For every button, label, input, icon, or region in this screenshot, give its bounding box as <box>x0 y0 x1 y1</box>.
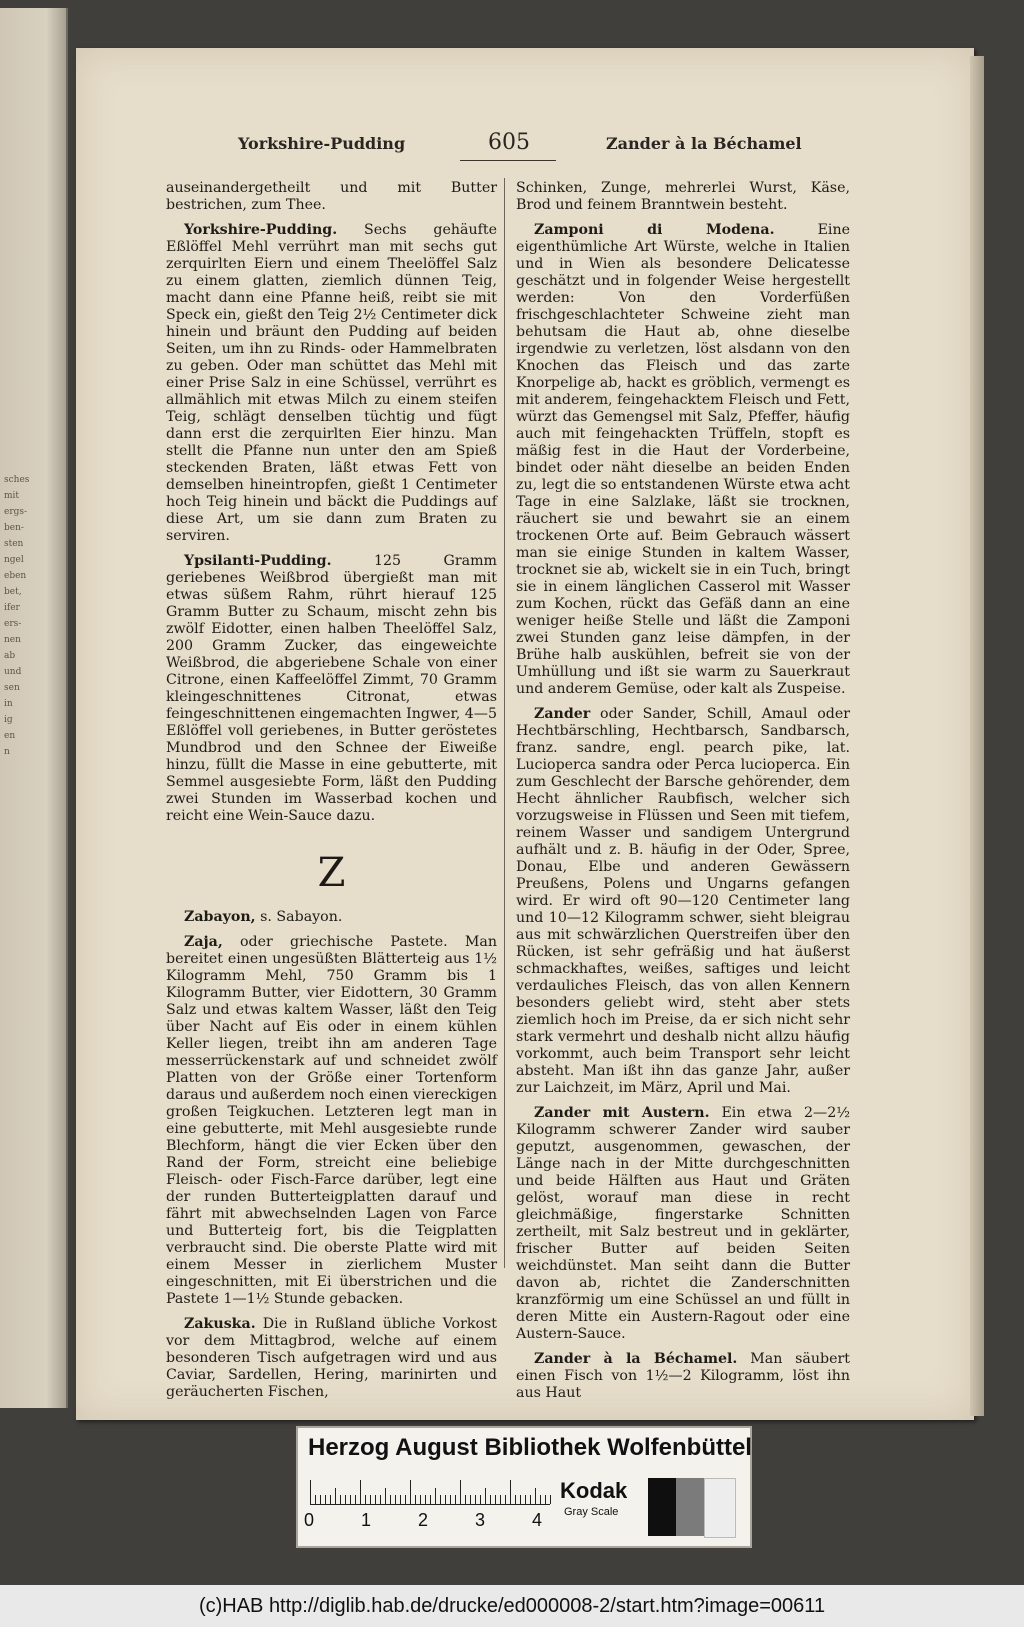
left-page-fragment: ben- <box>4 523 24 533</box>
ruler-tick <box>435 1488 436 1504</box>
ruler-number: 1 <box>361 1510 372 1530</box>
ruler-tick <box>530 1495 531 1504</box>
ruler-tick <box>410 1480 411 1504</box>
ruler-tick <box>430 1495 431 1504</box>
credit-footer: (c)HAB http://diglib.hab.de/drucke/ed000008-2/start.htm?image=00611 <box>0 1585 1024 1627</box>
left-page-fragment: sches <box>4 475 30 485</box>
ruler-tick <box>480 1495 481 1504</box>
running-head-left: Yorkshire-Pudding <box>238 134 406 153</box>
ruler-tick <box>460 1480 461 1504</box>
ruler-tick <box>325 1495 326 1504</box>
gray-swatch-mid <box>676 1478 704 1536</box>
ruler-tick <box>535 1488 536 1504</box>
library-name: Herzog August Bibliothek Wolfenbüttel <box>308 1434 752 1461</box>
left-page-fragment: in <box>4 699 13 709</box>
ruler-tick <box>470 1495 471 1504</box>
entry-term: Zabayon, <box>184 909 256 925</box>
ruler-tick <box>490 1495 491 1504</box>
left-page-fragment: ers- <box>4 619 22 629</box>
ruler-tick <box>425 1495 426 1504</box>
ruler-tick <box>350 1495 351 1504</box>
left-page-fragment: ngel <box>4 555 24 565</box>
ruler-tick <box>370 1495 371 1504</box>
left-column <box>166 180 497 1409</box>
header-rule <box>460 160 556 161</box>
left-page-fragment: eben <box>4 571 27 581</box>
page-number: 605 <box>488 130 530 155</box>
left-page-fragment: ab <box>4 651 16 661</box>
entry-term: Zaja, <box>184 934 223 950</box>
ruler-tick <box>450 1495 451 1504</box>
left-page-fragment: mit <box>4 491 20 501</box>
left-page-fragment: und <box>4 667 22 677</box>
scale-ruler <box>310 1478 550 1505</box>
entry-term: Zander à la Béchamel. <box>534 1351 738 1367</box>
gray-swatch-black <box>648 1478 676 1536</box>
entry-zamponi <box>516 222 850 698</box>
section-letter: Z <box>317 850 346 896</box>
ruler-tick <box>440 1495 441 1504</box>
entry-continuation: Schinken, Zunge, mehrerlei Wurst, Käse, Brod und feinem Branntwein besteht. <box>516 180 850 213</box>
ruler-tick <box>360 1480 361 1504</box>
ruler-tick <box>525 1495 526 1504</box>
ruler-tick <box>340 1495 341 1504</box>
ruler-tick <box>385 1488 386 1504</box>
ruler-tick <box>390 1495 391 1504</box>
ruler-tick <box>550 1495 551 1504</box>
ruler-tick <box>500 1495 501 1504</box>
entry-term: Zamponi di Modena. <box>534 222 775 238</box>
entry-text: 125 Gramm geriebenes Weißbrod übergießt man mit etwas süßem Rahm, rührt hierauf 125 Gramm Butter zu Schaum, mischt zehn bis zwölf Eidotter, einen halben Theelöffel Salz, 200 Gramm Zucker, das eingeweichte Weißbrod, die abgeriebene Schale von einer Citrone, einen Kaffeelöffel Zimmt, 70 Gramm kleingeschnittenes Citronat, etwas feingeschnittenen eingemachten Ingwer, 4—5 Eßlöffel voll geriebenes, in Butter geröstetes Mundbrod und den Schnee der Eiweiße hinzu, füllt die Masse in eine gebutterte, mit Semmel ausgesiebte Form, läßt den Pudding zwei Stunden im Wasserbad kochen und reicht eine Wein-Sauce dazu. <box>166 553 497 824</box>
entry-zaja <box>166 934 497 1308</box>
color-target-card <box>296 1426 752 1548</box>
left-page-fragment: ig <box>4 715 13 725</box>
entry-text: oder Sander, Schill, Amaul oder Hechtbärschling, Hechtbarsch, Sandbarsch, franz. sandre, engl. pearch pike, lat. Lucioperca sandra oder Perca lucioperca. Ein zum Geschlecht der Barsche gehörender, dem Hecht ähnlicher Raubfisch, welcher sich vorzugsweise in Flüssen und Seen mit tiefem, reinem Wasser und sandigem Untergrund aufhält und z. B. häufig in der Oder, Spree, Donau, Elbe und anderen Gewässern Preußens, Polens und Ungarns gefangen wird. Er wird oft 90—120 Centimeter lang und 10—12 Kilogramm schwer, sieht bleigrau aus mit schwärzlichen Querstreifen über den Rücken, ist sehr gefräßig und hat äußerst schmackhaftes, weißes, saftiges und leicht verdauliches Fleisch, das von allen Kennern besonders geliebt wird, steht aber stets ziemlich hoch im Preise, da er sich nicht sehr stark vermehrt und deshalb nicht allzu häufig vorkommt, auch beim Transport sehr leicht absteht. Man ißt ihn das ganze Jahr, außer zur Laichzeit, im März, April und Mai. <box>516 706 850 1096</box>
left-page-fragment: ifer <box>4 603 20 613</box>
left-page-fragment: nen <box>4 635 21 645</box>
entry-term: Zander <box>534 706 591 722</box>
entry-zabayon <box>166 909 497 926</box>
left-page-fragment: ergs- <box>4 507 28 517</box>
ruler-tick <box>445 1495 446 1504</box>
ruler-tick <box>455 1495 456 1504</box>
ruler-number: 2 <box>418 1510 429 1530</box>
left-page-fragment: bet, <box>4 587 22 597</box>
ruler-tick <box>415 1495 416 1504</box>
entry-text: Eine eigenthümliche Art Würste, welche in Italien und in Wien als besondere Delicatesse geschätzt und in folgender Weise hergestellt werden: Von den Vorderfüßen frischgeschlachteter Schweine zieht man behutsam die Haut ab, ohne dieselbe irgendwie zu verletzen, löst alsdann von den Knochen das Fleisch und das zarte Knorpelige ab, hackt es gröblich, vermengt es mit anderem, feingehacktem Fleisch und Fett, würzt das Gemengsel mit Salz, Pfeffer, häufig auch mit feingehackten Trüffeln, stopft es mäßig fest in die Haut der Vorderbeine, bindet oder näht dieselbe an beiden Enden zu, legt die so entstandenen Würste etwa acht Tage in eine Salzlake, läßt sie trocknen, räuchert sie und bewahrt sie an einem trockenen Orte auf. Beim Gebrauch wässert man sie einige Stunden in kaltem Wasser, trocknet sie ab, wickelt sie in ein Tuch, bringt sie in einem länglichen Casserol mit Wasser zum Kochen, rückt das Gefäß dann an eine weniger heiße Stelle und läßt die Zamponi zwei Stunden ganz leise dämpfen, in der Brühe halb auskühlen, befreit sie von der Umhüllung und ißt sie warm zu Sauerkraut und anderem Gemüse, oder kalt als Zuspeise. <box>516 222 851 697</box>
ruler-tick <box>355 1495 356 1504</box>
entry-term: Ypsilanti-Pudding. <box>184 553 332 569</box>
ruler-tick <box>510 1480 511 1504</box>
entry-text: Man säubert einen Fisch von 1½—2 Kilogramm, löst ihn aus Haut <box>516 1351 850 1401</box>
kodak-logo: Kodak <box>560 1478 628 1503</box>
ruler-tick <box>395 1495 396 1504</box>
ruler-tick <box>485 1488 486 1504</box>
ruler-tick <box>345 1495 346 1504</box>
entry-text: Sechs gehäufte Eßlöffel Mehl verrührt man mit sechs gut zerquirlten Eiern und einem Theelöffel Salz zu einem glatten, ziemlich dünnen Teig, macht dann eine Pfanne heiß, reibt sie mit Speck ein, gießt den Teig 2½ Centimeter dick hinein und bräunt den Pudding auf beiden Seiten, um ihn zu Rinds- oder Hammelbraten zu geben. Oder man schüttet das Mehl mit einer Prise Salz in eine Schüssel, verrührt es allmählich mit etwas Milch zu einem steifen Teig, schlägt denselben tüchtig und fügt dann erst die zerquirlten Eier hinzu. Man stellt die Pfanne nun unter den am Spieß steckenden Braten, läßt etwas Fett von demselben hineintropfen, gießt 1 Centimeter hoch Teig hinein und bäckt die Puddings auf diese Art, um sie dann zum Braten zu serviren. <box>166 222 497 544</box>
column-rule <box>504 178 505 1268</box>
right-column <box>516 180 850 1410</box>
entry-yorkshire-pudding <box>166 222 497 545</box>
ruler-number: 3 <box>475 1510 486 1530</box>
entry-term: Zakuska. <box>184 1316 256 1332</box>
ruler-tick <box>545 1495 546 1504</box>
ruler-number: 0 <box>304 1510 315 1530</box>
ruler-tick <box>310 1480 311 1504</box>
entry-continuation: auseinandergetheilt und mit Butter bestrichen, zum Thee. <box>166 180 497 213</box>
entry-text: Ein etwa 2—2½ Kilogramm schwerer Zander wird sauber geputzt, ausgenommen, gewaschen, der Länge nach in der Mitte durchgeschnitten und beide Hälften aus Haut und Gräten gelöst, worauf man diese in recht gleichmäßige, fingerstarke Schnitten zertheilt, mit Salz bestreut und in geklärter, frischer Butter auf beiden Seiten weichdünstet. Man seiht dann die Butter davon ab, richtet die Zanderschnitten kranzförmig um eine Schüssel an und füllt in deren Mitte ein Austern-Ragout oder eine Austern-Sauce. <box>516 1105 850 1342</box>
ruler-tick <box>495 1495 496 1504</box>
entry-ypsilanti-pudding <box>166 553 497 825</box>
running-head-right: Zander à la Béchamel <box>606 134 802 153</box>
ruler-tick <box>320 1495 321 1504</box>
ruler-tick <box>330 1495 331 1504</box>
ruler-tick <box>405 1495 406 1504</box>
ruler-number: 4 <box>532 1510 543 1530</box>
ruler-tick <box>520 1495 521 1504</box>
ruler-tick <box>515 1495 516 1504</box>
ruler-tick <box>315 1495 316 1504</box>
left-page-fragment: n <box>4 747 10 757</box>
ruler-tick <box>335 1488 336 1504</box>
left-page-fragment: sen <box>4 683 20 693</box>
gray-swatch-white <box>704 1478 736 1538</box>
gray-scale-label: Gray Scale <box>564 1506 619 1518</box>
left-page-fragment: sten <box>4 539 24 549</box>
ruler-tick <box>365 1495 366 1504</box>
ruler-tick <box>540 1495 541 1504</box>
ruler-tick <box>465 1495 466 1504</box>
ruler-tick <box>475 1495 476 1504</box>
entry-text: Die in Rußland übliche Vorkost vor dem Mittagbrod, welche auf einem besonderen Tisch aufgetragen wird und aus Caviar, Sardellen, Hering, marinirten und geräucherten Fischen, <box>166 1316 497 1400</box>
ruler-tick <box>400 1495 401 1504</box>
ruler-tick <box>375 1495 376 1504</box>
page-edge-shadow <box>970 56 984 1416</box>
entry-text: oder griechische Pastete. Man bereitet einen ungesüßten Blätterteig aus 1½ Kilogramm Mehl, 750 Gramm bis 1 Kilogramm Butter, vier Eidottern, 30 Gramm Salz und etwas kaltem Wasser, läßt den Teig über Nacht auf Eis oder in einem kühlen Keller liegen, treibt ihn am anderen Tage messerrückenstark auf und schneidet zwölf Platten von der Größe einer Tortenform daraus und außerdem noch einen viereckigen großen Teigkuchen. Letzteren legt man in eine gebutterte, mit Mehl ausgesiebte runde Blechform, hängt die vier Ecken über den Rand der Form, streicht eine beliebige Fleisch- oder Fisch-Farce darüber, legt eine der runden Butterteigplatten darauf und fährt mit abwechselnden Lagen von Farce und Butterteig fort, bis die Teigplatten verbraucht sind. Die oberste Platte wird mit einem Messer in zierlichem Muster eingeschnitten, mit Ei überstrichen und die Pastete 1—1½ Stunde gebacken. <box>166 934 497 1307</box>
ruler-tick <box>380 1495 381 1504</box>
ruler-tick <box>420 1495 421 1504</box>
left-page-fragment: en <box>4 731 16 741</box>
entry-term: Zander mit Austern. <box>534 1105 710 1121</box>
entry-zakuska <box>166 1316 497 1401</box>
entry-zander-austern <box>516 1105 850 1343</box>
entry-text: s. Sabayon. <box>255 909 343 925</box>
entry-term: Yorkshire-Pudding. <box>184 222 338 238</box>
entry-zander <box>516 706 850 1097</box>
entry-zander-bechamel <box>516 1351 850 1402</box>
ruler-tick <box>505 1495 506 1504</box>
